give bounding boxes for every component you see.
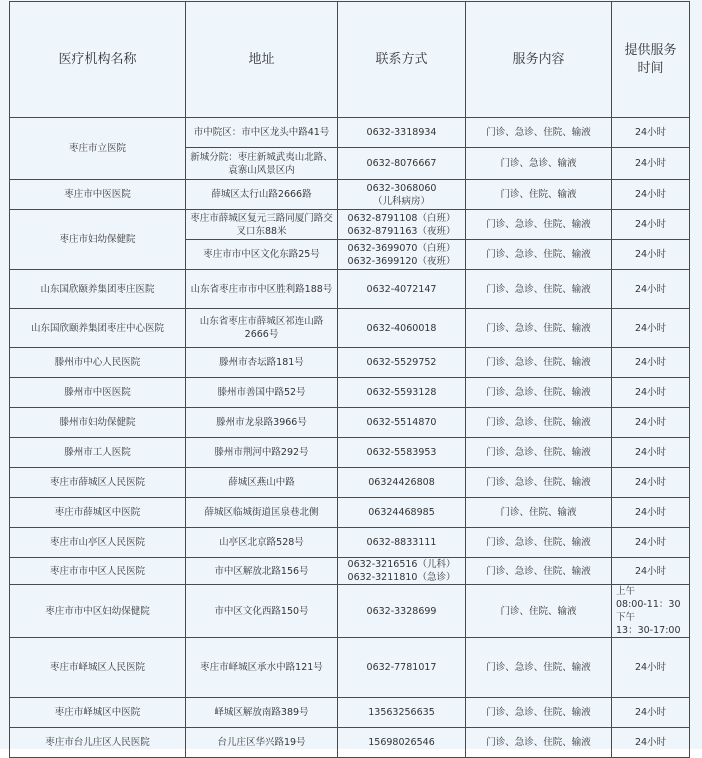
hours-line: 08:00-11：30 <box>616 599 681 610</box>
header-address: 地址 <box>186 2 338 118</box>
facility-name: 枣庄市峄城区中医院 <box>10 698 186 728</box>
facility-service: 门诊、急诊、住院、输液 <box>466 528 612 558</box>
facility-hours <box>612 148 690 180</box>
table-row <box>10 118 690 148</box>
facility-contact <box>338 240 466 270</box>
table-row <box>10 378 690 408</box>
contact-line: 0632-8791163（夜班） <box>347 225 456 237</box>
facility-hours <box>612 528 690 558</box>
table-row <box>10 558 690 585</box>
hours-line: 24小时 <box>634 158 667 169</box>
facility-hours <box>612 118 690 148</box>
contact-line: 0632-4072147 <box>366 283 437 295</box>
facility-service: 门诊、急诊、住院、输液 <box>466 309 612 348</box>
facility-address: 台儿庄区华兴路19号 <box>186 728 338 758</box>
facility-service: 门诊、急诊、住院、输液 <box>466 378 612 408</box>
facility-name: 滕州市妇幼保健院 <box>10 408 186 438</box>
hours-line: 24小时 <box>634 662 667 673</box>
facility-service: 门诊、急诊、住院、输液 <box>466 468 612 498</box>
facility-name: 滕州市中心人民医院 <box>10 348 186 378</box>
hours-line: 24小时 <box>634 565 667 577</box>
table-row <box>10 528 690 558</box>
facility-hours <box>612 309 690 348</box>
contact-line: 13563256635 <box>368 707 435 718</box>
facility-service: 门诊、急诊、住院、输液 <box>466 728 612 758</box>
facility-contact <box>338 408 466 438</box>
facility-address: 市中院区：市中区龙头中路41号 <box>186 118 338 148</box>
facility-address: 滕州市杏坛路181号 <box>186 348 338 378</box>
hours-line: 24小时 <box>634 322 667 334</box>
hours-line: 24小时 <box>634 219 667 230</box>
facility-hours <box>612 698 690 728</box>
header-service: 服务内容 <box>466 2 612 118</box>
contact-line: 0632-8833111 <box>366 537 437 548</box>
hours-line: 24小时 <box>634 447 667 458</box>
facility-address: 枣庄市薛城区复元三路同厦门路交叉口东88米 <box>186 210 338 240</box>
facility-service: 门诊、急诊、住院、输液 <box>466 348 612 378</box>
facility-hours <box>612 728 690 758</box>
table-row <box>10 728 690 758</box>
facility-service: 门诊、急诊、住院、输液 <box>466 118 612 148</box>
contact-line: 0632-7781017 <box>366 662 437 673</box>
contact-line: （儿科病房） <box>372 195 430 207</box>
facility-service: 门诊、急诊、住院、输液 <box>466 558 612 585</box>
facility-address: 滕州市善国中路52号 <box>186 378 338 408</box>
table-row <box>10 408 690 438</box>
facility-service: 门诊、住院、输液 <box>466 498 612 528</box>
hours-line: 13：30-17:00 <box>616 625 681 636</box>
hours-line: 24小时 <box>634 707 667 718</box>
table-row <box>10 270 690 309</box>
table-row <box>10 698 690 728</box>
facility-name: 枣庄市山亭区人民医院 <box>10 528 186 558</box>
facility-contact <box>338 210 466 240</box>
facility-address: 薛城区太行山路2666路 <box>186 180 338 210</box>
hours-line: 24小时 <box>634 127 667 138</box>
hours-line: 24小时 <box>634 537 667 548</box>
contact-line: 0632-3318934 <box>366 127 437 138</box>
facility-contact <box>338 468 466 498</box>
hours-line: 上午 <box>616 586 636 597</box>
facility-contact <box>338 148 466 180</box>
hours-line: 24小时 <box>634 249 667 260</box>
facility-hours <box>612 438 690 468</box>
facility-contact <box>338 348 466 378</box>
contact-line: 0632-8076667 <box>366 158 437 169</box>
header-name: 医疗机构名称 <box>10 2 186 118</box>
facility-name: 枣庄市薛城区人民医院 <box>10 468 186 498</box>
facility-address: 枣庄市峄城区承水中路121号 <box>186 638 338 698</box>
facility-name: 枣庄市中医医院 <box>10 180 186 210</box>
facility-name: 枣庄市峄城区人民医院 <box>10 638 186 698</box>
table-row <box>10 585 690 638</box>
contact-line: 0632-3699120（夜班） <box>347 255 456 267</box>
facility-name: 枣庄市市中区人民医院 <box>10 558 186 585</box>
table-row <box>10 468 690 498</box>
facility-name: 滕州市工人医院 <box>10 438 186 468</box>
table-row <box>10 498 690 528</box>
facility-address: 山亭区北京路528号 <box>186 528 338 558</box>
facility-service: 门诊、急诊、住院、输液 <box>466 210 612 240</box>
facility-contact <box>338 528 466 558</box>
hours-line: 24小时 <box>634 189 667 200</box>
contact-line: 0632-8791108（白班） <box>347 212 456 224</box>
facility-name: 枣庄市妇幼保健院 <box>10 210 186 270</box>
contact-line: 0632-5529752 <box>366 357 437 368</box>
hours-line: 24小时 <box>634 387 667 398</box>
hours-line: 24小时 <box>634 283 667 295</box>
facility-address: 枣庄市市中区文化东路25号 <box>186 240 338 270</box>
table-row <box>10 210 690 240</box>
hours-line: 24小时 <box>634 507 667 518</box>
facility-contact <box>338 438 466 468</box>
contact-line: 06324426808 <box>368 477 435 488</box>
facility-address: 市中区文化西路150号 <box>186 585 338 638</box>
facility-name: 枣庄市台儿庄区人民医院 <box>10 728 186 758</box>
hours-line: 24小时 <box>634 477 667 488</box>
contact-line: 0632-3216516（儿科） <box>347 559 456 570</box>
contact-line: 0632-5583953 <box>366 447 437 458</box>
facility-name: 山东国欣颐养集团枣庄医院 <box>10 270 186 309</box>
contact-line: 06324468985 <box>368 507 435 518</box>
hours-line: 24小时 <box>634 737 667 748</box>
facility-contact <box>338 118 466 148</box>
facility-hours <box>612 558 690 585</box>
header-contact: 联系方式 <box>338 2 466 118</box>
contact-line: 0632-5514870 <box>366 417 437 428</box>
facility-service: 门诊、住院、输液 <box>466 585 612 638</box>
facility-hours <box>612 240 690 270</box>
header-hours: 提供服务时间 <box>612 2 690 118</box>
facility-address: 滕州市荆河中路292号 <box>186 438 338 468</box>
contact-line: 0632-4060018 <box>366 322 437 334</box>
contact-line: 0632-3699070（白班） <box>347 242 456 254</box>
facility-name: 滕州市中医医院 <box>10 378 186 408</box>
facility-contact <box>338 558 466 585</box>
contact-line: 0632-3068060 <box>366 182 437 194</box>
facility-hours <box>612 348 690 378</box>
facility-address: 山东省枣庄市市中区胜利路188号 <box>186 270 338 309</box>
facility-contact <box>338 585 466 638</box>
facility-service: 门诊、急诊、住院、输液 <box>466 698 612 728</box>
facility-hours <box>612 210 690 240</box>
facility-contact <box>338 270 466 309</box>
table-row <box>10 638 690 698</box>
facility-contact <box>338 180 466 210</box>
table-row <box>10 309 690 348</box>
hospital-table <box>9 1 690 758</box>
facility-name: 枣庄市立医院 <box>10 118 186 180</box>
facility-address: 滕州市龙泉路3966号 <box>186 408 338 438</box>
facility-name: 枣庄市市中区妇幼保健院 <box>10 585 186 638</box>
hours-line: 24小时 <box>634 417 667 428</box>
facility-contact <box>338 498 466 528</box>
facility-service: 门诊、住院、输液 <box>466 180 612 210</box>
hours-line: 下午 <box>616 612 636 623</box>
facility-hours <box>612 378 690 408</box>
facility-hours <box>612 180 690 210</box>
table-body <box>10 118 690 758</box>
facility-service: 门诊、急诊、输液 <box>466 148 612 180</box>
facility-hours <box>612 638 690 698</box>
facility-hours <box>612 468 690 498</box>
contact-line: 15698026546 <box>368 737 435 748</box>
facility-service: 门诊、急诊、住院、输液 <box>466 638 612 698</box>
facility-contact <box>338 378 466 408</box>
facility-address: 薛城区临城街道匡泉巷北侧 <box>186 498 338 528</box>
facility-contact <box>338 309 466 348</box>
facility-service: 门诊、急诊、住院、输液 <box>466 438 612 468</box>
table-row <box>10 348 690 378</box>
facility-contact <box>338 728 466 758</box>
facility-service: 门诊、急诊、住院、输液 <box>466 408 612 438</box>
contact-line: 0632-5593128 <box>366 387 437 398</box>
contact-line: 0632-3211810（急诊） <box>347 572 456 583</box>
facility-address: 新城分院：枣庄新城武夷山北路、袁寨山风景区内 <box>186 148 338 180</box>
hours-line: 24小时 <box>634 357 667 368</box>
facility-contact <box>338 638 466 698</box>
facility-address: 峄城区解放南路389号 <box>186 698 338 728</box>
table-row <box>10 180 690 210</box>
facility-name: 枣庄市薛城区中医院 <box>10 498 186 528</box>
facility-address: 薛城区燕山中路 <box>186 468 338 498</box>
facility-service: 门诊、急诊、住院、输液 <box>466 240 612 270</box>
facility-service: 门诊、急诊、住院、输液 <box>466 270 612 309</box>
facility-hours <box>612 408 690 438</box>
facility-address: 山东省枣庄市薛城区祁连山路2666号 <box>186 309 338 348</box>
contact-line: 0632-3328699 <box>366 605 437 617</box>
header-row <box>10 2 690 118</box>
facility-address: 市中区解放北路156号 <box>186 558 338 585</box>
facility-hours <box>612 585 690 638</box>
facility-name: 山东国欣颐养集团枣庄中心医院 <box>10 309 186 348</box>
facility-hours <box>612 270 690 309</box>
table-row <box>10 438 690 468</box>
facility-hours <box>612 498 690 528</box>
facility-contact <box>338 698 466 728</box>
